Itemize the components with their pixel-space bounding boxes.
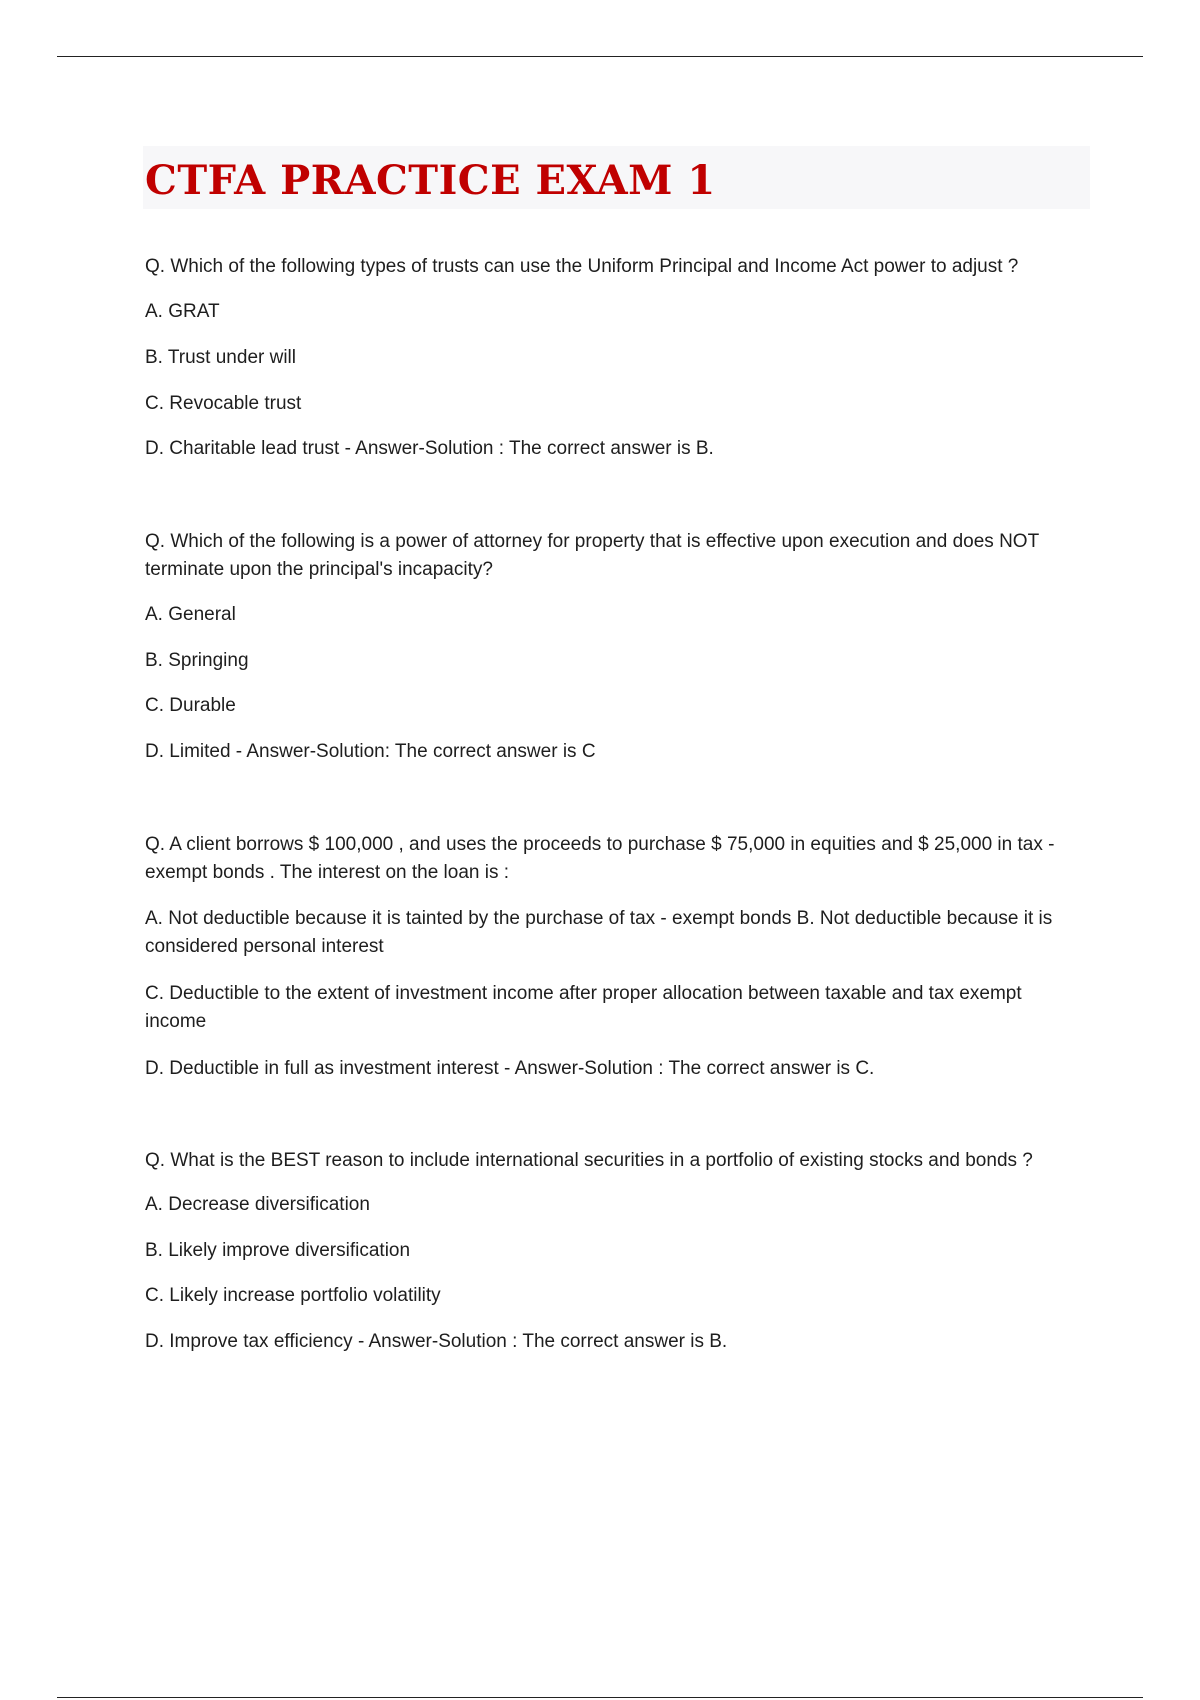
option-text: B. Springing: [145, 650, 249, 671]
option-text: C. Likely increase portfolio volatility: [145, 1285, 441, 1306]
option-text: D. Charitable lead trust - Answer-Solution : The correct answer is B.: [145, 438, 714, 459]
question-4: [145, 1147, 1095, 1175]
option-d-answer: [145, 1328, 1095, 1356]
option-a: [145, 298, 1095, 326]
option-c: [145, 980, 1055, 1036]
option-a: [145, 601, 1095, 629]
option-c: [145, 692, 1095, 720]
option-text: D. Limited - Answer-Solution: The correct answer is C: [145, 741, 596, 762]
option-b: [145, 647, 1095, 675]
question-text: Q. What is the BEST reason to include international securities in a portfolio of existing stocks and bonds ?: [145, 1150, 1033, 1171]
option-text: C. Revocable trust: [145, 393, 302, 414]
option-a: [145, 905, 1090, 961]
option-text: C. Deductible to the extent of investment income after proper allocation between taxable and tax exempt income: [145, 983, 1022, 1032]
question-3: [145, 831, 1080, 887]
option-text: C. Durable: [145, 695, 236, 716]
option-d-answer: [145, 1055, 1095, 1083]
option-d-answer: [145, 738, 1095, 766]
option-c: [145, 390, 1095, 418]
option-text: B. Likely improve diversification: [145, 1240, 411, 1261]
bottom-rule: [57, 1697, 1143, 1698]
question-text: Q. A client borrows $ 100,000 , and uses the proceeds to purchase $ 75,000 in equities and $ 25,000 in tax - exempt bonds . The interest on the loan is :: [145, 834, 1055, 883]
question-text: Q. Which of the following is a power of attorney for property that is effective upon execution and does NOT terminate upon the principal's incapacity?: [145, 531, 1039, 580]
option-b: [145, 1237, 1095, 1265]
option-text: D. Improve tax efficiency - Answer-Solution : The correct answer is B.: [145, 1331, 728, 1352]
option-text: B. Trust under will: [145, 347, 296, 368]
option-text: D. Deductible in full as investment interest - Answer-Solution : The correct answer is C.: [145, 1058, 875, 1079]
question-1: [145, 253, 1095, 281]
option-a: [145, 1191, 1095, 1219]
option-text: A. Not deductible because it is tainted by the purchase of tax - exempt bonds B. Not deductible because it is considered personal interest: [145, 908, 1053, 957]
top-rule: [57, 56, 1143, 57]
question-2: [145, 528, 1080, 584]
option-text: A. Decrease diversification: [145, 1194, 370, 1215]
option-d-answer: [145, 435, 1095, 463]
option-text: A. General: [145, 604, 236, 625]
page-title: CTFA PRACTICE EXAM 1: [145, 157, 716, 204]
question-text: Q. Which of the following types of trusts can use the Uniform Principal and Income Act power to adjust ?: [145, 256, 1019, 277]
option-text: A. GRAT: [145, 301, 220, 322]
option-c: [145, 1282, 1095, 1310]
option-b: [145, 344, 1095, 372]
